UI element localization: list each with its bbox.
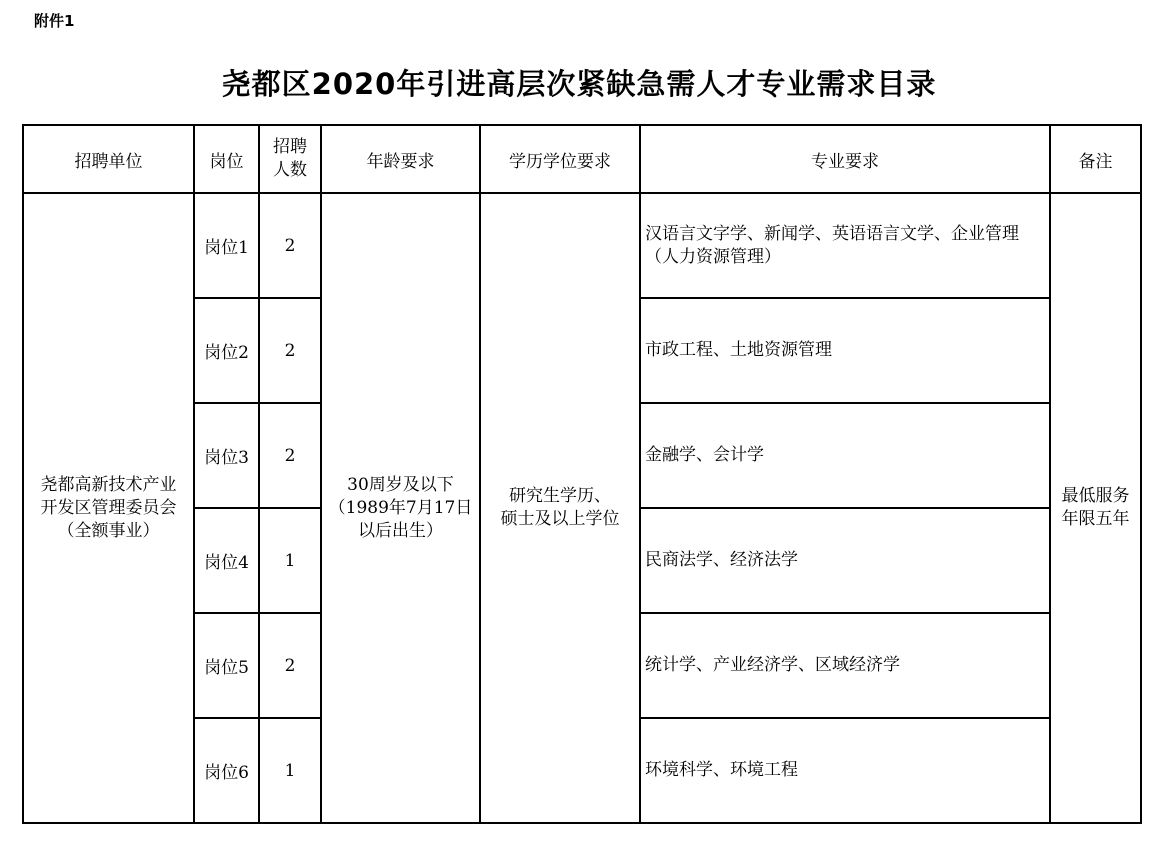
cell-count: 2 <box>259 298 321 403</box>
table-row <box>23 193 1141 298</box>
header-education: 学历学位要求 <box>480 125 640 193</box>
header-major: 专业要求 <box>640 125 1050 193</box>
document-title: 尧都区2020年引进高层次紧缺急需人才专业需求目录 <box>221 67 937 101</box>
cell-major: 民商法学、经济法学 <box>640 508 1050 613</box>
cell-post: 岗位3 <box>194 403 259 508</box>
cell-major: 统计学、产业经济学、区域经济学 <box>640 613 1050 718</box>
cell-post: 岗位4 <box>194 508 259 613</box>
cell-note: 最低服务 年限五年 <box>1050 193 1141 823</box>
cell-count: 1 <box>259 508 321 613</box>
cell-major: 市政工程、土地资源管理 <box>640 298 1050 403</box>
attachment-label: 附件1 <box>34 12 75 30</box>
cell-post: 岗位1 <box>194 193 259 298</box>
header-count: 招聘 人数 <box>259 125 321 193</box>
cell-major: 环境科学、环境工程 <box>640 718 1050 823</box>
header-post: 岗位 <box>194 125 259 193</box>
cell-age: 30周岁及以下 （1989年7月17日 以后出生） <box>321 193 480 823</box>
cell-count: 2 <box>259 403 321 508</box>
cell-unit: 尧都高新技术产业 开发区管理委员会 （全额事业） <box>23 193 194 823</box>
cell-post: 岗位5 <box>194 613 259 718</box>
table-header-row <box>23 125 1141 193</box>
requirements-table <box>22 124 1142 824</box>
cell-major: 金融学、会计学 <box>640 403 1050 508</box>
cell-post: 岗位2 <box>194 298 259 403</box>
header-age: 年龄要求 <box>321 125 480 193</box>
header-unit: 招聘单位 <box>23 125 194 193</box>
cell-count: 2 <box>259 193 321 298</box>
cell-count: 2 <box>259 613 321 718</box>
cell-education: 研究生学历、 硕士及以上学位 <box>480 193 640 823</box>
cell-major: 汉语言文字学、新闻学、英语语言文学、企业管理 （人力资源管理） <box>640 193 1050 298</box>
header-note: 备注 <box>1050 125 1141 193</box>
cell-count: 1 <box>259 718 321 823</box>
cell-post: 岗位6 <box>194 718 259 823</box>
